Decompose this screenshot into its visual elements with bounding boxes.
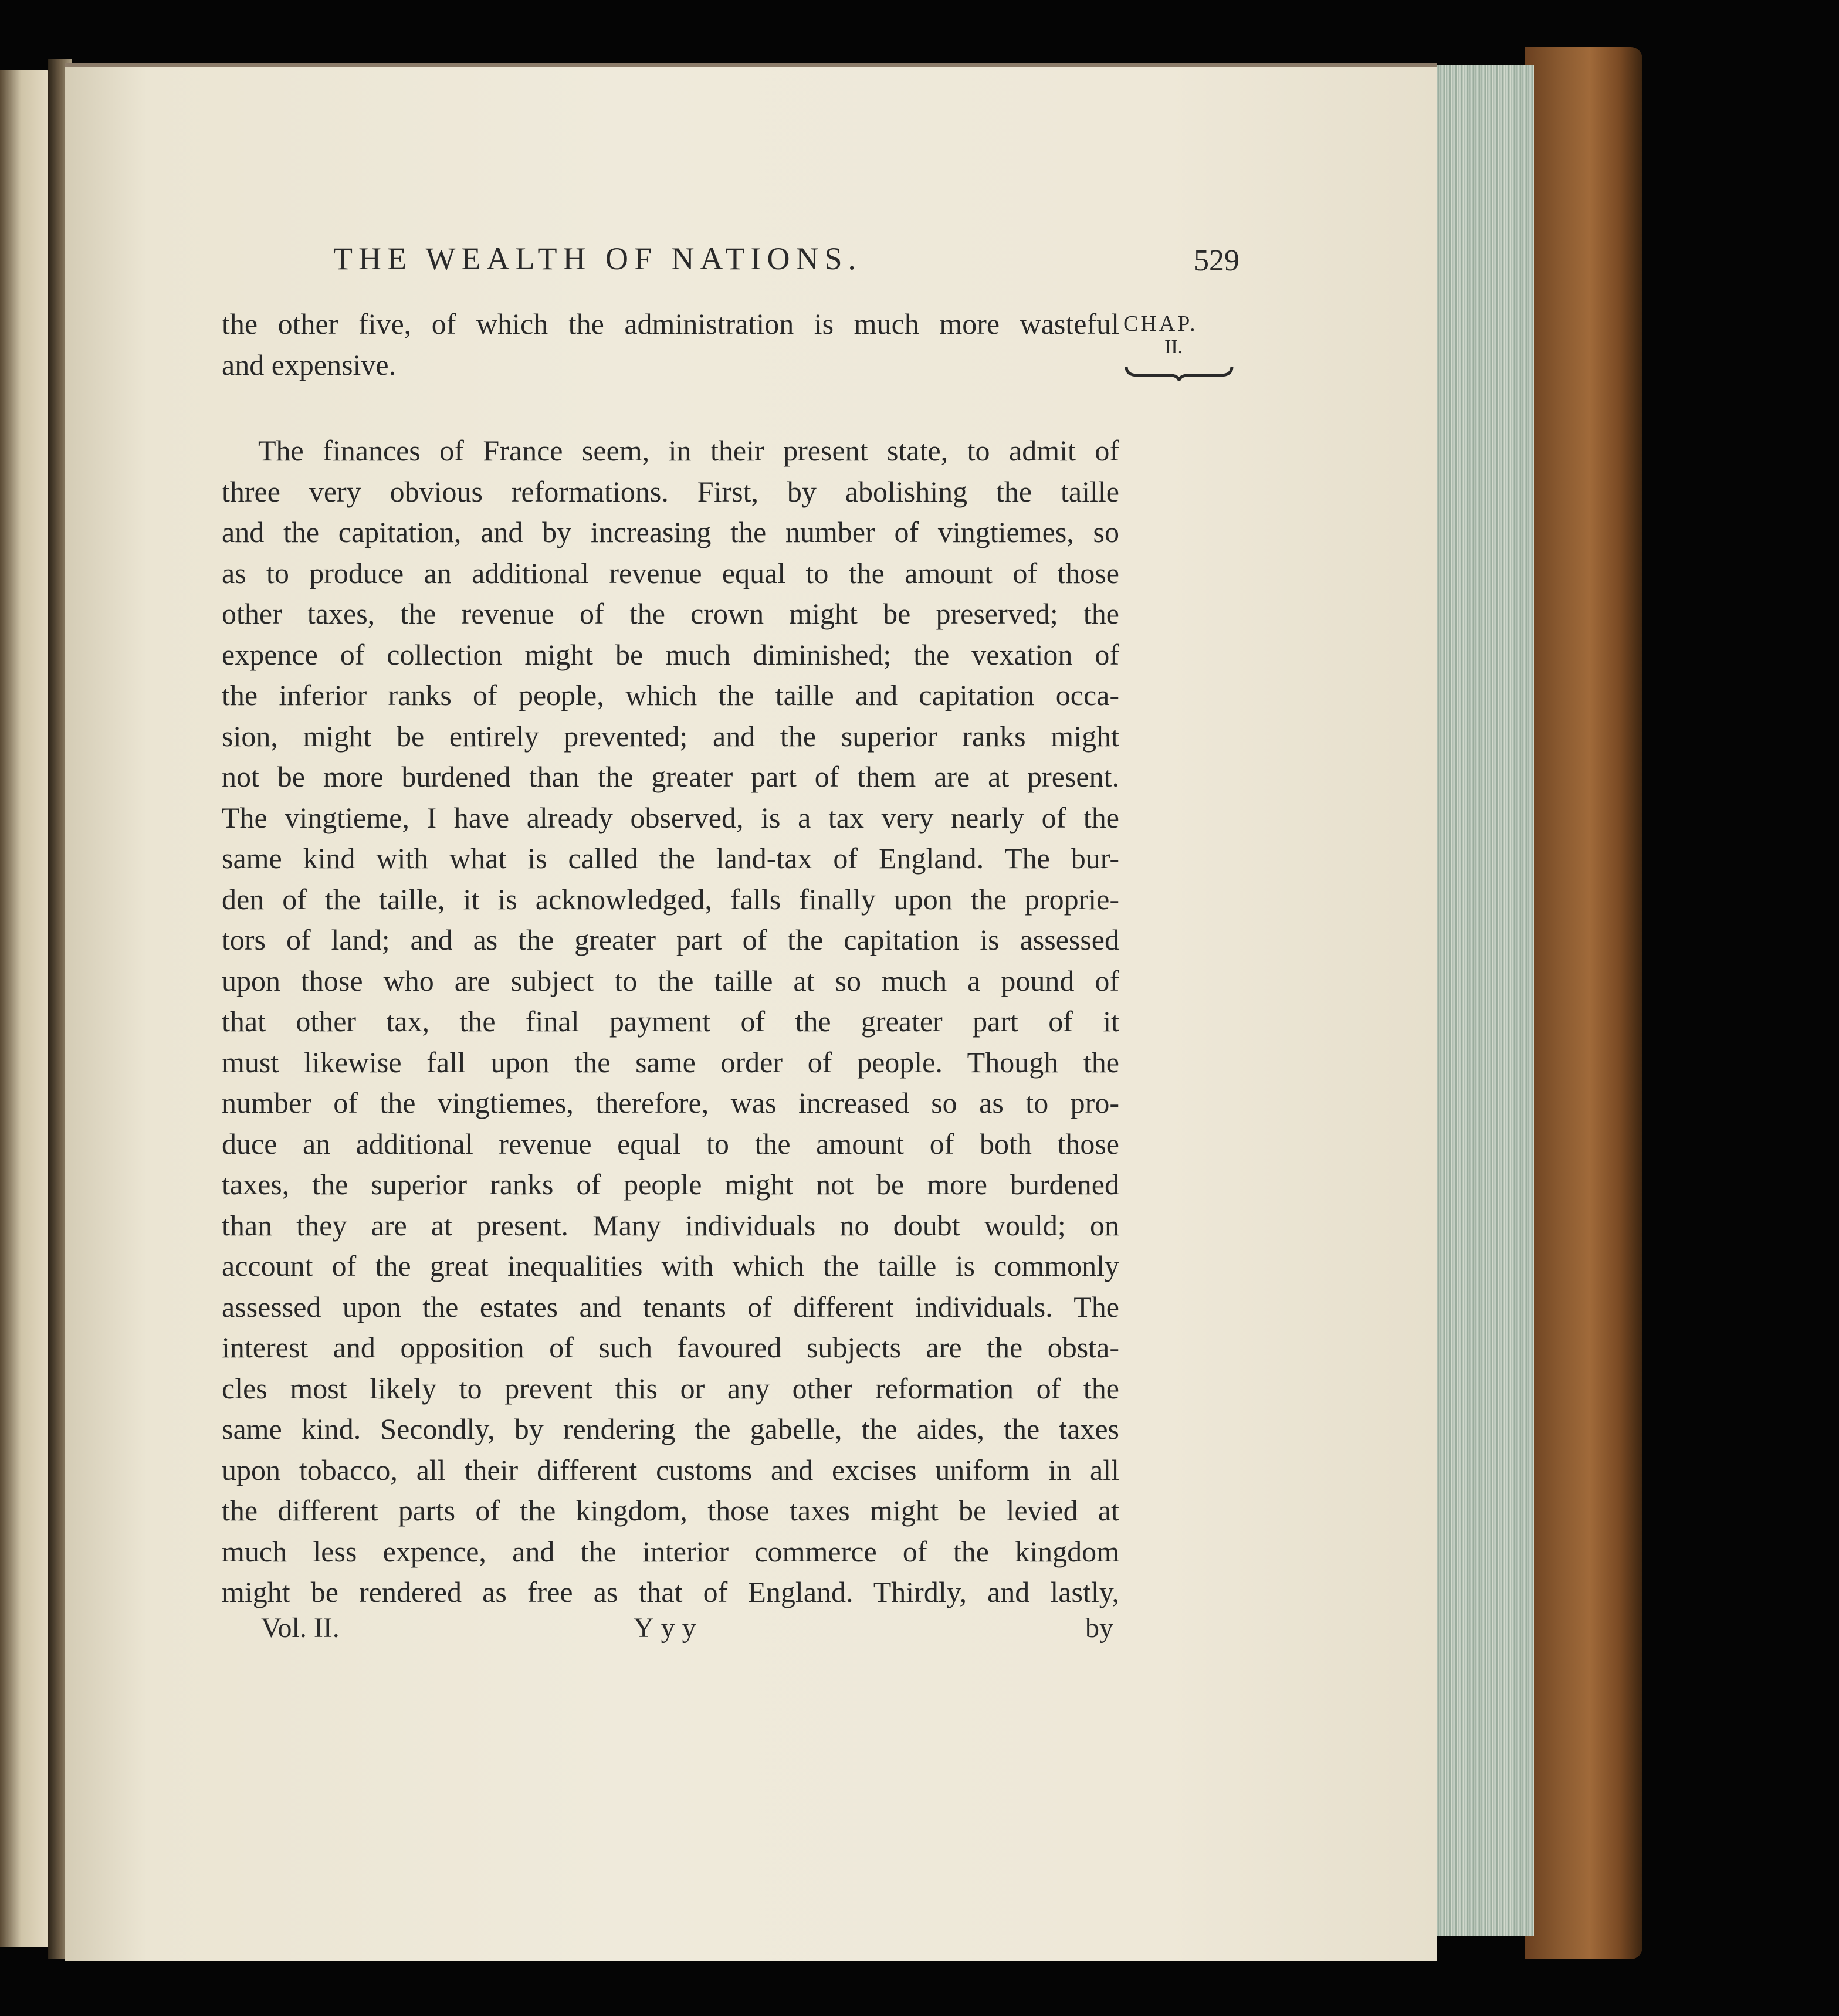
text-line: same kind. Secondly, by rendering the gabelle, the aides, the taxes [222,1412,1119,1445]
text-line: number of the vingtiemes, therefore, was increased so as to pro- [222,1086,1119,1119]
text-line: as to produce an additional revenue equal to the amount of those [222,556,1119,589]
text-line: three very obvious reformations. First, by abolishing the taille [222,475,1119,508]
text-line: den of the taille, it is acknowledged, falls finally upon the proprie- [222,882,1119,916]
text-line: upon tobacco, all their different customs and excises uniform in all [222,1453,1119,1486]
running-title: THE WEALTH OF NATIONS. [333,241,862,276]
text-line: account of the great inequalities with which the taille is commonly [222,1249,1119,1282]
signature-mark: Yyy [634,1612,703,1644]
text-line: The vingtieme, I have already observed, is a tax very nearly of the [222,801,1119,834]
text-line: interest and opposition of such favoured subjects are the obsta- [222,1331,1119,1364]
text-line: sion, might be entirely prevented; and the superior ranks might [222,719,1119,753]
volume-mark: Vol. II. [261,1612,340,1644]
chapter-number: II. [1164,336,1183,358]
text-line: taxes, the superior ranks of people might not be more burdened [222,1168,1119,1201]
text-line: same kind with what is called the land-tax of England. The bur- [222,842,1119,875]
text-line: assessed upon the estates and tenants of different individuals. The [222,1290,1119,1323]
text-line: might be rendered as free as that of England. Thirdly, and lastly, [222,1575,1119,1608]
left-page-edge [0,70,53,1947]
text-line: cles most likely to prevent this or any other reformation of the [222,1371,1119,1405]
text-line: expence of collection might be much diminished; the vexation of [222,638,1119,671]
text-line: and the capitation, and by increasing the number of vingtiemes, so [222,516,1119,548]
catchword: by [1085,1612,1113,1644]
text-line: duce an additional revenue equal to the amount of both those [222,1127,1119,1160]
text-line: much less expence, and the interior commerce of the kingdom [222,1534,1119,1568]
text-line: the different parts of the kingdom, those taxes might be levied at [222,1494,1119,1527]
page-fore-edge [1434,65,1534,1936]
text-line: other taxes, the revenue of the crown might be preserved; the [222,597,1119,630]
text-line: not be more burdened than the greater part of them are at present. [222,760,1119,793]
text-line: The finances of France seem, in their present state, to admit of [258,434,1119,467]
text-line: than they are at present. Many individuals no doubt would; on [222,1208,1119,1242]
text-line: tors of land; and as the greater part of the capitation is assessed [222,923,1119,956]
text-line: that other tax, the final payment of the greater part of it [222,1005,1119,1038]
leather-cover [1525,47,1642,1959]
chapter-label: CHAP. [1123,311,1198,336]
text-line: the inferior ranks of people, which the taille and capitation occa- [222,679,1119,711]
chapter-brace-icon [1123,364,1235,381]
text-line: and expensive. [222,348,397,381]
text-line: the other five, of which the administration is much more wasteful [222,307,1119,340]
text-line: upon those who are subject to the taille at so much a pound of [222,964,1119,997]
text-line: must likewise fall upon the same order of people. Though the [222,1045,1119,1079]
page-number: 529 [1194,244,1239,277]
